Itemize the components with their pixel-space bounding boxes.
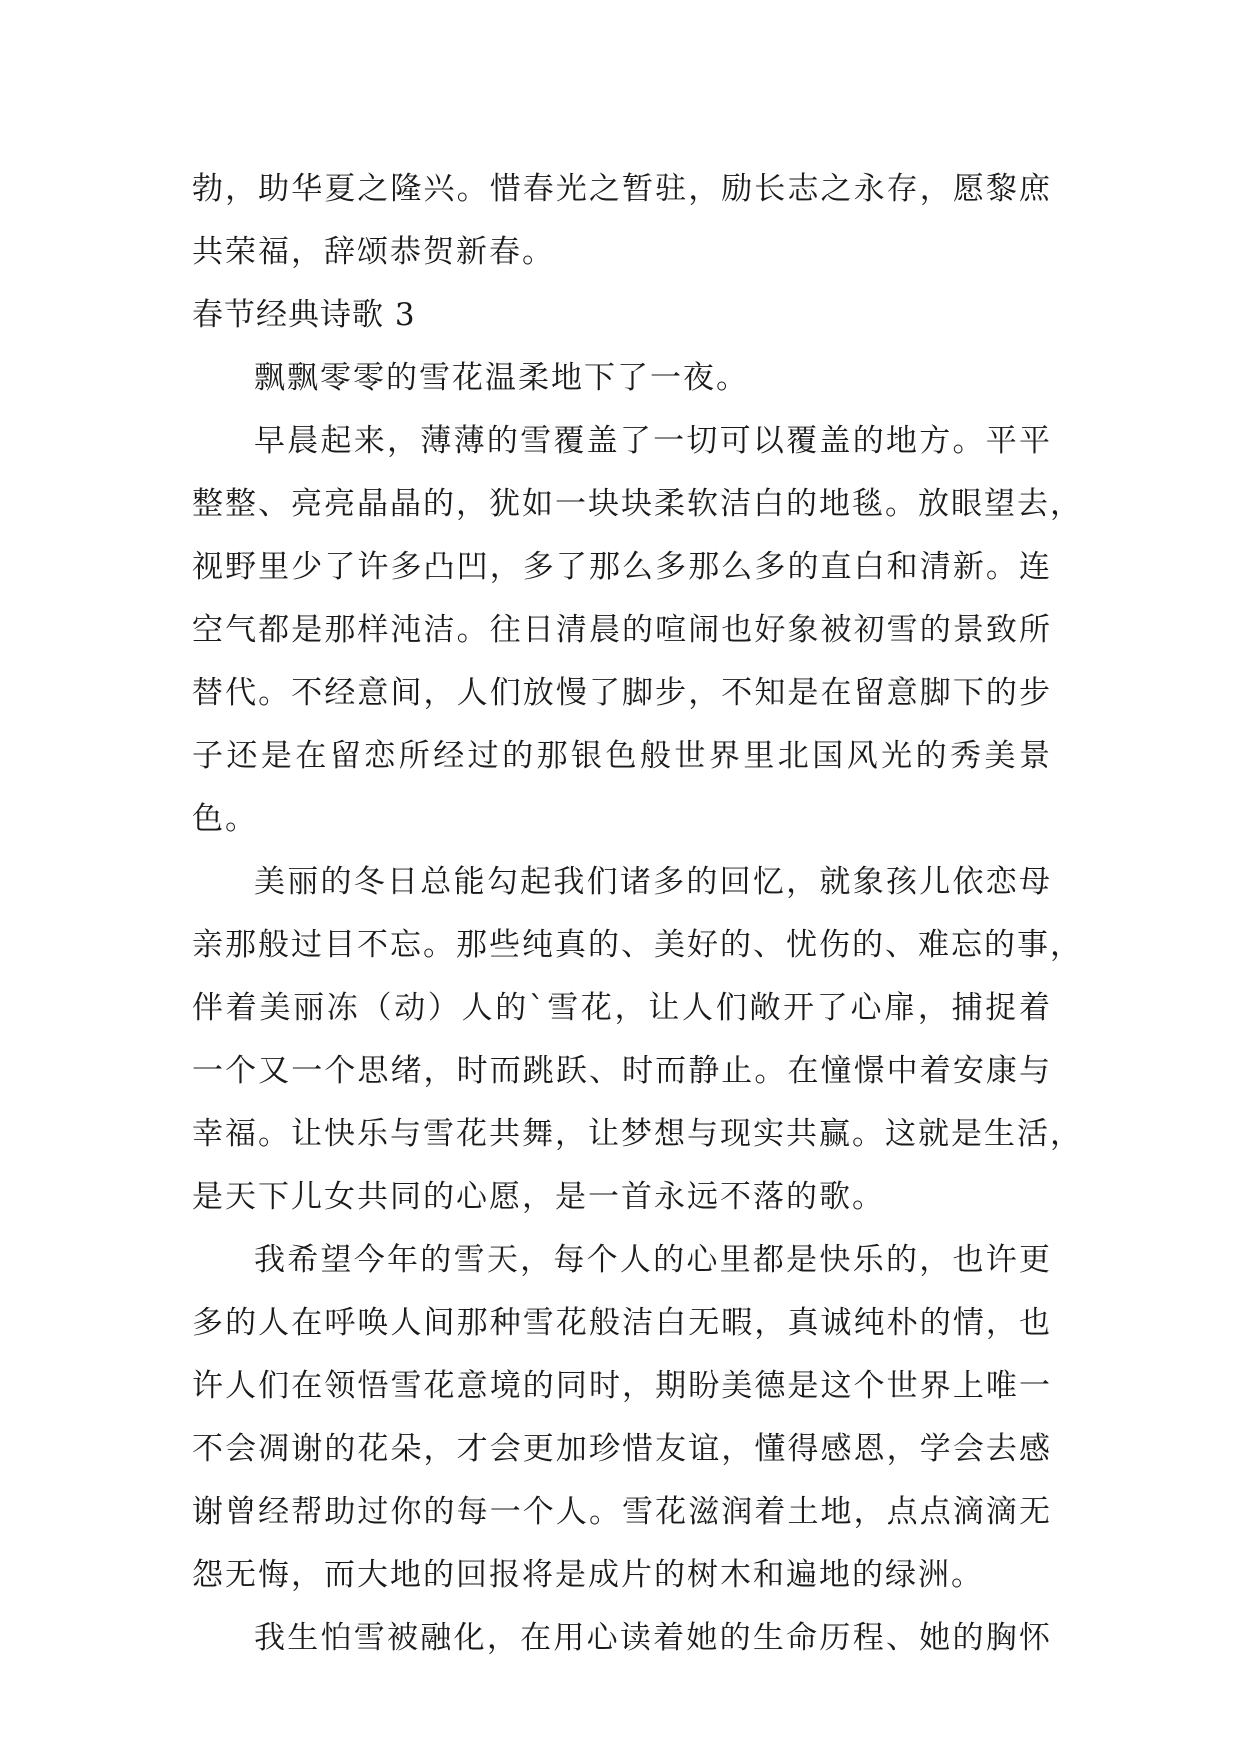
text-line: 空气都是那样沌洁。往日清晨的喧闹也好象被初雪的景致所 xyxy=(192,612,1052,648)
text-line: 子还是在留恋所经过的那银色般世界里北国风光的秀美景 xyxy=(192,738,1052,774)
text-line: 美丽的冬日总能勾起我们诸多的回忆，就象孩儿依恋母 xyxy=(254,864,1052,900)
text-line: 勃，助华夏之隆兴。惜春光之暂驻，励长志之永存，愿黎庶 xyxy=(192,171,1052,207)
text-line: 整整、亮亮晶晶的，犹如一块块柔软洁白的地毯。放眼望去， xyxy=(192,486,1083,522)
text-line: 怨无悔，而大地的回报将是成片的树木和遍地的绿洲。 xyxy=(192,1557,984,1593)
text-line: 亲那般过目不忘。那些纯真的、美好的、忧伤的、难忘的事， xyxy=(192,927,1083,963)
text-line: 共荣福，辞颂恭贺新春。 xyxy=(192,234,555,270)
text-line: 色。 xyxy=(192,801,258,837)
text-line: 幸福。让快乐与雪花共舞，让梦想与现实共赢。这就是生活， xyxy=(192,1116,1083,1152)
text-line: 多的人在呼唤人间那种雪花般洁白无暇，真诚纯朴的情，也 xyxy=(192,1305,1052,1341)
text-line: 早晨起来，薄薄的雪覆盖了一切可以覆盖的地方。平平 xyxy=(254,423,1052,459)
section-heading: 春节经典诗歌 3 xyxy=(192,297,416,333)
text-line: 许人们在领悟雪花意境的同时，期盼美德是这个世界上唯一 xyxy=(192,1368,1052,1404)
text-line: 伴着美丽冻（动）人的`雪花，让人们敞开了心扉，捕捉着 xyxy=(192,990,1052,1026)
text-line: 我希望今年的雪天，每个人的心里都是快乐的，也许更 xyxy=(254,1242,1052,1278)
text-line: 不会凋谢的花朵，才会更加珍惜友谊，懂得感恩，学会去感 xyxy=(192,1431,1052,1467)
text-line: 替代。不经意间，人们放慢了脚步，不知是在留意脚下的步 xyxy=(192,675,1052,711)
text-line: 是天下儿女共同的心愿，是一首永远不落的歌。 xyxy=(192,1179,885,1215)
text-line: 视野里少了许多凸凹，多了那么多那么多的直白和清新。连 xyxy=(192,549,1052,585)
text-line: 飘飘零零的雪花温柔地下了一夜。 xyxy=(254,360,749,396)
document-body xyxy=(192,158,1083,1670)
text-line: 我生怕雪被融化，在用心读着她的生命历程、她的胸怀 xyxy=(254,1620,1052,1656)
text-line: 一个又一个思绪，时而跳跃、时而静止。在憧憬中着安康与 xyxy=(192,1053,1052,1089)
text-line: 谢曾经帮助过你的每一个人。雪花滋润着土地，点点滴滴无 xyxy=(192,1494,1052,1530)
